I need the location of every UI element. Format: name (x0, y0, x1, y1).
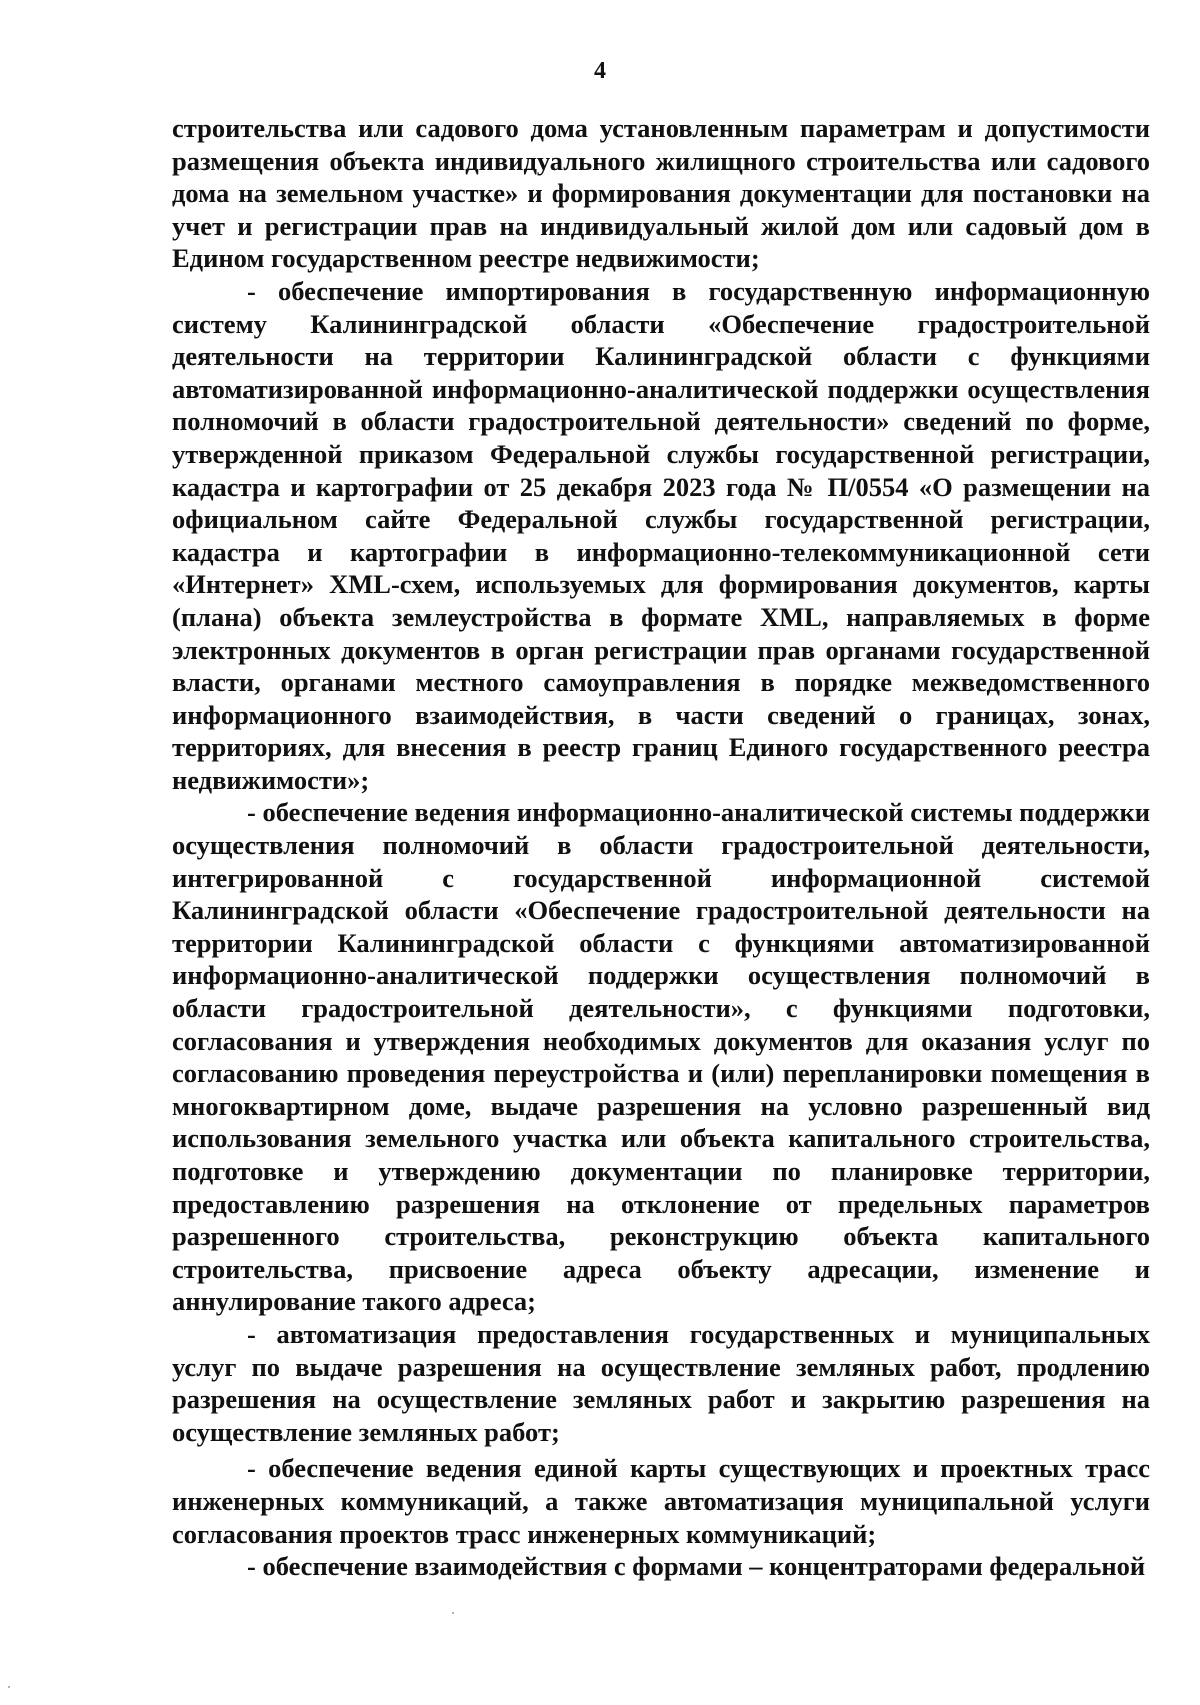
document-body (172, 112, 1150, 1583)
paragraph-federal-concentrators: - обеспечение взаимодействия с формами – концентраторами федеральной (247, 1551, 1146, 1582)
scan-artifact (452, 1612, 454, 1614)
page-number: 4 (594, 58, 606, 84)
paragraph-utility-map: - обеспечение ведения единой карты существующих и проектных трасс инженерных коммуникаций, а также автоматизация муниципальной услуги согласования проектов трасс инженерных коммуникаций; (172, 1453, 1150, 1549)
paragraph-import-gis: - обеспечение импортирования в государственную информационную систему Калининградской области «Обеспечение градостроительной деятельности на территории Калининградской области с функциями автоматизированной информационно-аналитической поддержки осуществления полномочий в области градостроительной деятельности» сведений по форме, утвержденной приказом Федеральной службы государственной регистрации, кадастра и картографии от 25 декабря 2023 года № П/0554 «О размещении на официальном сайте Федеральной службы государственной регистрации, кадастра и картографии в информационно-телекоммуникационной сети «Интернет» XML-схем, используемых для формирования документов, карты (плана) объекта землеустройства в формате XML, направляемых в форме электронных документов в орган регистрации прав органами государственной власти, органами местного самоуправления в порядке межведомственного информационного взаимодействия, в части сведений о границах, зонах, территориях, для внесения в реестр границ Единого государственного реестра недвижимости»; (172, 275, 1150, 795)
scan-artifact (8, 1686, 10, 1688)
paragraph-analytic-system: - обеспечение ведения информационно-аналитической системы поддержки осуществления полномочий в области градостроительной деятельности, интегрированной с государственной информационной системой Калининградской области «Обеспечение градостроительной деятельности на территории Калининградской области с функциями автоматизированной информационно-аналитической поддержки осуществления полномочий в области градостроительной деятельности», с функциями подготовки, согласования и утверждения необходимых документов для оказания услуг по согласованию проведения переустройства и (или) перепланировки помещения в многоквартирном доме, выдаче разрешения на условно разрешенный вид использования земельного участка или объекта капитального строительства, подготовке и утверждению документации по планировке территории, предоставлению разрешения на отклонение от предельных параметров разрешенного строительства, реконструкцию объекта капитального строительства, присвоение адреса объекту адресации, изменение и аннулирование такого адреса; (172, 797, 1150, 1317)
paragraph-continuation: строительства или садового дома установленным параметрам и допустимости размещения объекта индивидуального жилищного строительства или садового дома на земельном участке» и формирования документации для постановки на учет и регистрации прав на индивидуальный жилой дом или садовый дом в Едином государственном реестре недвижимости; (172, 113, 1150, 274)
paragraph-earthworks-services: - автоматизация предоставления государственных и муниципальных услуг по выдаче разрешения на осуществление земляных работ, продлению разрешения на осуществление земляных работ и закрытию разрешения на осуществление земляных работ; (172, 1318, 1150, 1447)
